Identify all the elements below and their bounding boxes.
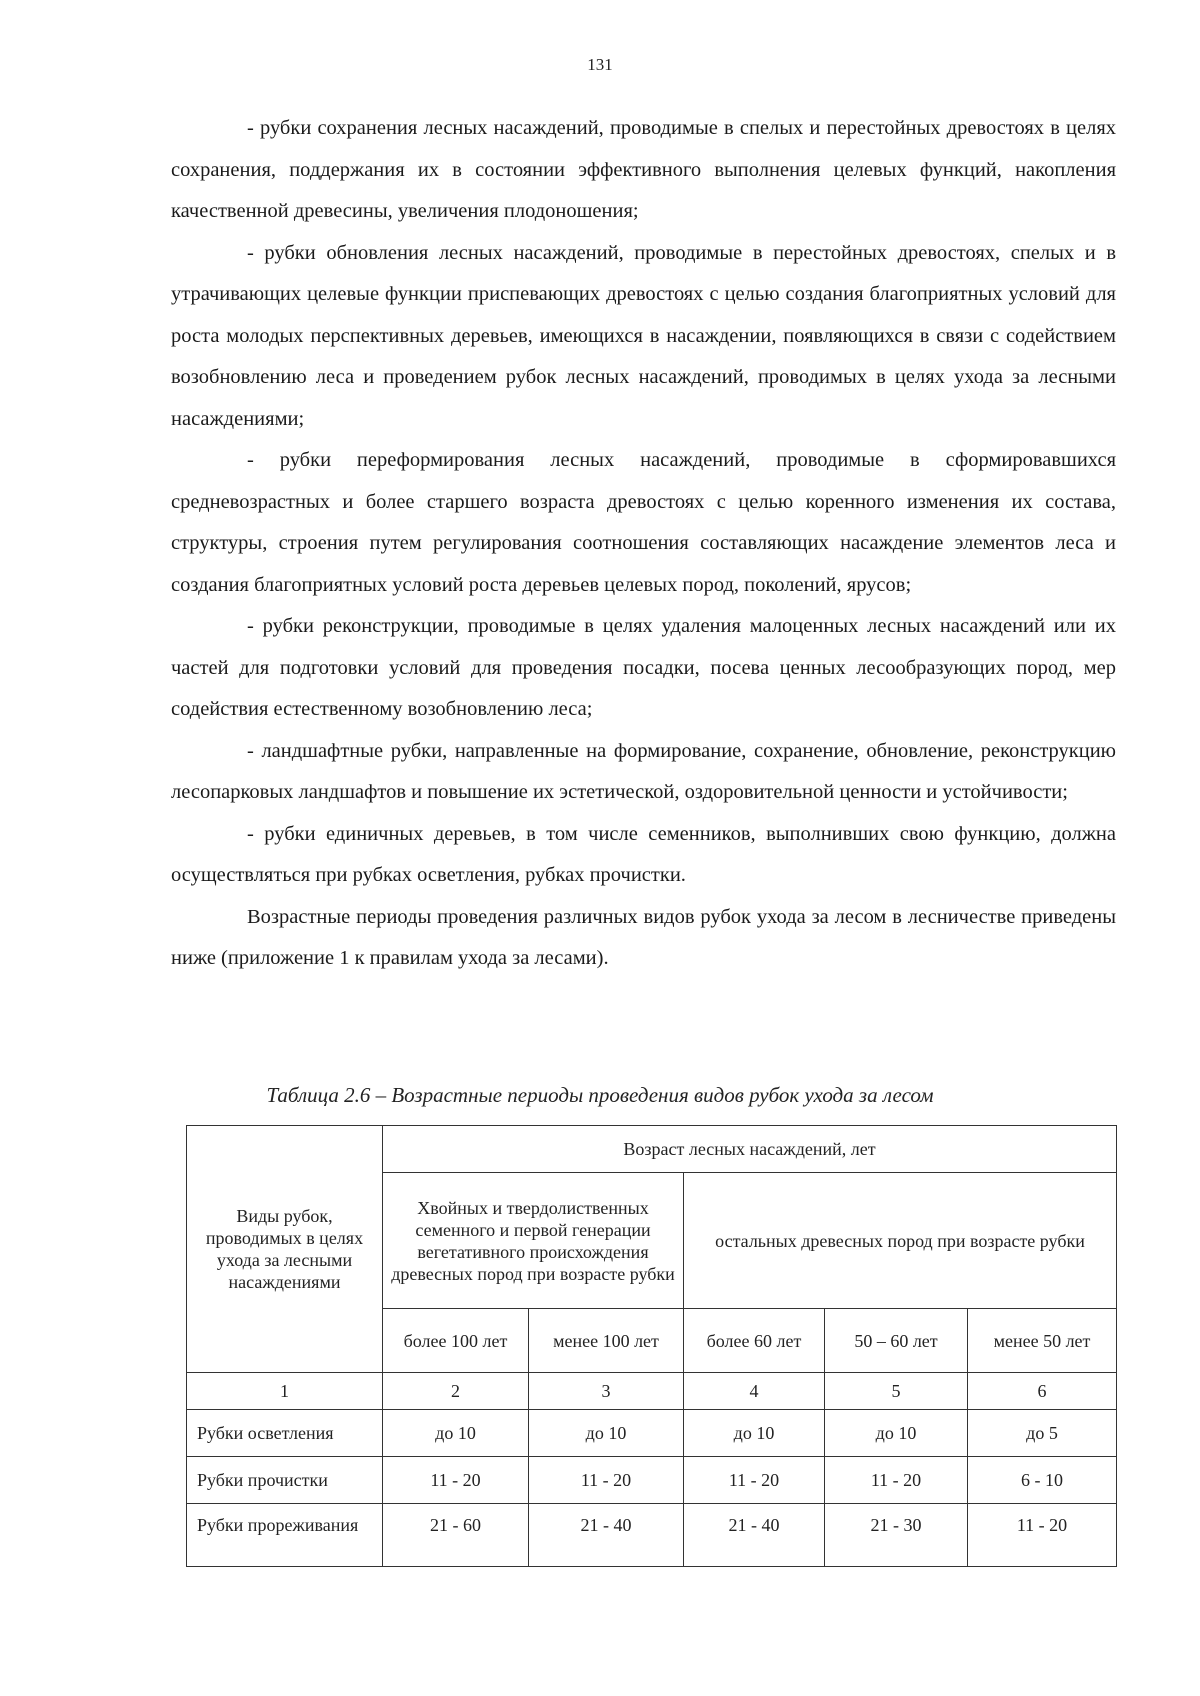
- table-cell: 11 - 20: [684, 1457, 825, 1504]
- table-cell: 11 - 20: [825, 1457, 968, 1504]
- table-row: [187, 1410, 1117, 1457]
- paragraph-landscape-cutting: - ландшафтные рубки, направленные на формирование, сохранение, обновление, реконструкцию лесопарковых ландшафтов и повышение их эстетической, оздоровительной ценности и устойчивости;: [171, 739, 1116, 803]
- column-number: 1: [187, 1373, 383, 1410]
- table-header-row: [187, 1126, 1117, 1173]
- table-cell: 6 - 10: [968, 1457, 1117, 1504]
- header-stand-age: Возраст лесных насаждений, лет: [383, 1126, 1117, 1173]
- table-row: [187, 1504, 1117, 1567]
- column-number: 4: [684, 1373, 825, 1410]
- row-label: Рубки осветления: [187, 1410, 383, 1457]
- body-text: [171, 108, 1116, 980]
- table-cell: 11 - 20: [968, 1504, 1117, 1567]
- age-periods-table: [186, 1125, 1117, 1567]
- paragraph-age-periods-intro: Возрастные периоды проведения различных видов рубок ухода за лесом в лесничестве приведены ниже (приложение 1 к правилам ухода за лесами).: [171, 905, 1116, 969]
- subheader-cell: менее 50 лет: [968, 1309, 1117, 1373]
- table-cell: 21 - 40: [529, 1504, 684, 1567]
- table-cell: 21 - 40: [684, 1504, 825, 1567]
- header-conifer-group: Хвойных и твердолиственных семенного и первой генерации вегетативного происхождения древесных пород при возрасте рубки: [383, 1173, 684, 1309]
- page-number: 131: [587, 55, 613, 74]
- subheader-cell: более 60 лет: [684, 1309, 825, 1373]
- column-number: 5: [825, 1373, 968, 1410]
- column-number: 3: [529, 1373, 684, 1410]
- table-row: [187, 1457, 1117, 1504]
- table-cell: до 10: [684, 1410, 825, 1457]
- subheader-cell: 50 – 60 лет: [825, 1309, 968, 1373]
- table-caption: Таблица 2.6 – Возрастные периоды проведения видов рубок ухода за лесом: [266, 1083, 934, 1107]
- subheader-cell: менее 100 лет: [529, 1309, 684, 1373]
- table-cell: до 5: [968, 1410, 1117, 1457]
- table-cell: 21 - 30: [825, 1504, 968, 1567]
- paragraph-reconstruction-cutting: - рубки реконструкции, проводимые в целях удаления малоценных лесных насаждений или их частей для подготовки условий для проведения посадки, посева ценных лесообразующих пород, мер содействия естественному возобновлению леса;: [171, 615, 1116, 720]
- table-cell: 11 - 20: [383, 1457, 529, 1504]
- paragraph-reformation-cutting: - рубки переформирования лесных насаждений, проводимые в сформировавшихся средневозрастных и более старшего возраста древостоях с целью коренного изменения их состава, структуры, строения путем регулирования соотношения составляющих насаждение элементов леса и создания благоприятных условий роста деревьев целевых пород, поколений, ярусов;: [171, 449, 1116, 596]
- column-number: 6: [968, 1373, 1117, 1410]
- table-cell: 11 - 20: [529, 1457, 684, 1504]
- table-cell: до 10: [529, 1410, 684, 1457]
- paragraph-preservation-cutting: - рубки сохранения лесных насаждений, проводимые в спелых и перестойных древостоях в целях сохранения, поддержания их в состоянии эффективного выполнения целевых функций, накопления качественной древесины, увеличения плодоношения;: [171, 117, 1116, 222]
- header-other-species-group: остальных древесных пород при возрасте рубки: [684, 1173, 1117, 1309]
- paragraph-single-tree-cutting: - рубки единичных деревьев, в том числе семенников, выполнивших свою функцию, должна осуществляться при рубках осветления, рубках прочистки.: [171, 822, 1116, 886]
- subheader-cell: более 100 лет: [383, 1309, 529, 1373]
- table-cell: до 10: [825, 1410, 968, 1457]
- table-cell: 21 - 60: [383, 1504, 529, 1567]
- header-cutting-type: Виды рубок, проводимых в целях ухода за лесными насаждениями: [187, 1126, 383, 1373]
- row-label: Рубки прореживания: [187, 1504, 383, 1567]
- column-number: 2: [383, 1373, 529, 1410]
- row-label: Рубки прочистки: [187, 1457, 383, 1504]
- table-cell: до 10: [383, 1410, 529, 1457]
- column-number-row: [187, 1373, 1117, 1410]
- paragraph-renewal-cutting: - рубки обновления лесных насаждений, проводимые в перестойных древостоях, спелых и в утрачивающих целевые функции приспевающих древостоях с целью создания благоприятных условий для роста молодых перспективных деревьев, имеющихся в насаждении, появляющихся в связи с содействием возобновлению леса и проведением рубок лесных насаждений, проводимых в целях ухода за лесными насаждениями;: [171, 241, 1116, 430]
